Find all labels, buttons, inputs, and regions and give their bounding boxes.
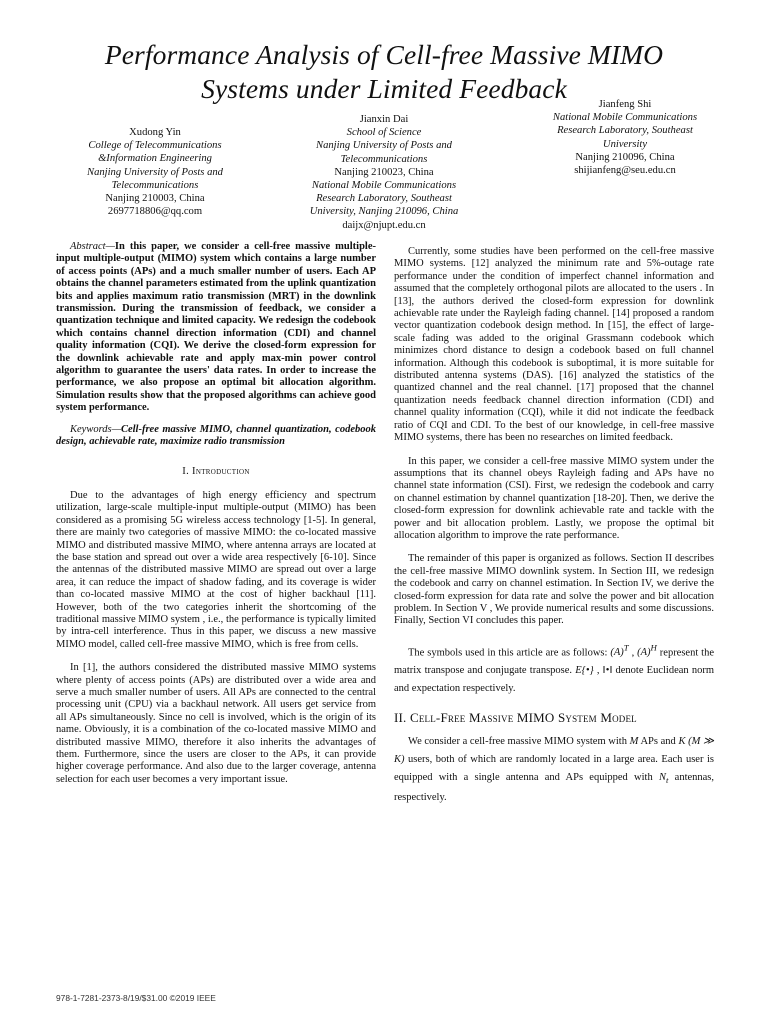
author-block-3 [520, 98, 730, 177]
author-name: Xudong Yin [129, 127, 181, 138]
symbol-M: M [629, 735, 639, 747]
author-affiliation-line: Nanjing University of Posts and [87, 166, 223, 178]
title-line-2: Systems under Limited Feedback [201, 73, 567, 104]
author-block-2 [278, 113, 490, 232]
right-column [394, 246, 714, 807]
author-name: Jianfeng Shi [598, 99, 652, 110]
author-email[interactable]: shijianfeng@seu.edu.cn [574, 165, 676, 177]
section-heading-system-model [394, 712, 714, 724]
author-affiliation-line: College of Telecommunications [88, 140, 222, 152]
abstract [56, 241, 376, 415]
symbols-text-b: denote Euclidean norm and expectation respectively. [394, 665, 715, 695]
symbol-condition: (M ≫ K) [394, 735, 715, 765]
section-title: Cell-Free Massive MIMO System Model [409, 710, 637, 726]
right-paragraph-3: The remainder of this paper is organized as follows. Section II describes the cell-free massive MIMO downlink system. In Section III, we redesign the codebook and carry on channel estimation. In Section IV, we derive the closed-form expression for data rate and solve the power and bit allocation problem. In Section V , We provide numerical results and some discussions. Finally, Section VI concludes this paper. [394, 553, 714, 627]
symbols-intro: The symbols used in this article are as follows: [408, 647, 608, 659]
symbol-transpose: $(A)^T$ [610, 642, 629, 659]
paper-title [40, 38, 728, 106]
section-title: Introduction [192, 465, 250, 477]
keywords-text: Cell-free massive MIMO, channel quantization, codebook design, achievable rate, maximize radio transmission [56, 423, 376, 448]
author-affiliation-line: University, Nanjing 210096, China [309, 206, 459, 218]
author-email[interactable]: 2697718806@qq.com [107, 206, 203, 218]
author-name: Jianxin Dai [359, 114, 409, 125]
title-line-1: Performance Analysis of Cell-free Massive MIMO [104, 39, 664, 70]
system-model-paragraph: We consider a cell-free massive MIMO system with M APs and K (M ≫ K) users, both of which are randomly located in a large area. Each user is equipped with a single antenna and APs equipped with $N_t$ antennas, respectively. [394, 735, 715, 803]
author-affiliation-line: University [602, 138, 648, 150]
author-affiliation-line: &Information Engineering [98, 153, 212, 165]
symbol-expectation: E{•} [575, 665, 594, 677]
symbol-K: K [678, 735, 686, 747]
keywords [56, 424, 376, 449]
intro-paragraph-2: In [1], the authors considered the distributed massive MIMO systems where plenty of access points (APs) are distributed over a wide area and serve a much smaller number of users. All APs are connected to the central processing unit (CPU) via a backhaul network. All users get service from all APs simultaneously. Since no cell is involved, which is the origin of its name. Obviously, it is a combination of the co-located massive MIMO and distributed massive MIMO, therefore it also inherits the advantages of them. Furthermore, since the users are closer to the APs, it can provide higher coverage performance. And also due to the larger coverage, antenna selection for each user becomes a very important issue. [56, 662, 376, 785]
copyright-footer: 978-1-7281-2373-8/19/$31.00 ©2019 IEEE [56, 993, 216, 1003]
author-affiliation-line: Nanjing University of Posts and [316, 140, 452, 152]
section-number: I. [182, 465, 190, 477]
author-affiliation-line: Research Laboratory, Southeast [316, 193, 452, 205]
author-affiliation-line: Telecommunications [340, 153, 428, 165]
right-paragraph-1: Currently, some studies have been performed on the cell-free massive MIMO systems. [12] analyzed the minimum rate and 5%-outage rate performance under the condition of imperfect channel information and assumed that the completely orthogonal pilots are allocated to the users . In [13], the authors derived the closed-form expression for downlink achievable rate under the Rayleigh fading channel. [14] proposed a random vector quantization codebook design method. In [15], the effect of large-scale fading was added to the original Grassmann codebook which minimizes chord distance to design a codebook based on full channel information. Although this codebook is suboptimal, it is more suitable for distributed antenna systems (DAS). [16] analyzed the statistics of the quantized channel and the real channel. [17] proposed that the channel quantization needs feedback channel direction information (CDI) and channel quality information (CQI), while it did not indicate the feedback ratio of CQI and CDI. To the best of our knowledge, in cell-free massive MIMO systems, there has been no researches on limited feedback. [394, 246, 714, 444]
right-paragraph-2: In this paper, we consider a cell-free massive MIMO system under the assumptions that its channel obeys Rayleigh fading and APs have no channel state information (CSI). First, we redesign the codebook and carry on channel estimation by channel quantization [18-20]. Then, we derive the closed-form expression for downlink achievable rate and tackle with the power and bit allocation problem. Lastly, we propose the optimal bit allocation algorithm to improve the rate performance. [394, 455, 714, 541]
symbols-paragraph: The symbols used in this article are as follows: $(A)^T$ , $(A)^H$ represent the matrix transpose and conjugate transpose. E{•} , ‖•‖ denote Euclidean norm and expectation respectively. [394, 642, 715, 695]
abstract-lead: Abstract— [70, 241, 115, 252]
author-city: Nanjing 210023, China [334, 166, 434, 178]
keywords-lead: Keywords— [70, 423, 121, 435]
symbol-norm: ‖•‖ [602, 665, 613, 677]
author-affiliation-line: National Mobile Communications [552, 112, 698, 124]
symbols-text-a: represent the matrix transpose and conjugate transpose. [394, 647, 715, 677]
author-affiliation-line: Research Laboratory, Southeast [557, 125, 693, 137]
symbol-conjugate: $(A)^H$ [637, 642, 657, 659]
author-email[interactable]: daijx@njupt.edu.cn [342, 219, 426, 231]
intro-paragraph-1: Due to the advantages of high energy efficiency and spectrum utilization, large-scale multiple-input multiple-output (MIMO) has been considered as a promising 5G wireless access technology [1-5]. In general, there are mainly two categories of massive MIMO: the co-located massive MIMO and distributed massive MIMO, where antenna arrays are located at the base station and spread out over a wide area respectively [6-10]. Since the antennas of the distributed massive MIMO are spread out over a large area, it can reduce the impact of shadow fading, and its coverage is wider than co-located massive MIMO at the cost of higher backhaul [11]. However, both of the two categories inherit the shortcoming of the traditional massive MIMO system , i.e., the performance is typically limited by intra-cell interference. Thus in this paper, we discuss a new massive MIMO model, called cell-free massive MIMO, which is free from cells. [56, 489, 376, 650]
abstract-text: In this paper, we consider a cell-free massive multiple-input multiple-output (MIMO) system which contains a large number of access points (APs) and a much smaller number of users. Each AP obtains the channel parameters estimated from the uplink quantization bits and applies maximum ratio transmission (MRT) in the downlink transmission. During the transmission of feedback, we consider a quantization technique and limited capacity. We redesign the codebook which contains channel direction information (CDI) and channel quality information (CQI). We derive the closed-form expression for the downlink achievable rate and apply max-min power control algorithm to guarantee the users' data rates. In order to increase the performance, we also propose an optimal bit allocation algorithm. Simulation results show that the proposed algorithms can achieve good system performance. [56, 241, 376, 414]
author-affiliation-line: School of Science [346, 127, 422, 139]
author-affiliation-line: Telecommunications [111, 179, 199, 191]
symbol-Nt: $N_t$ [658, 771, 669, 785]
author-city: Nanjing 210096, China [575, 151, 675, 163]
author-city: Nanjing 210003, China [105, 193, 205, 205]
section-heading-introduction [56, 466, 376, 478]
author-block-1 [50, 126, 260, 218]
author-affiliation-line: National Mobile Communications [311, 180, 457, 192]
section-number: II. [394, 710, 407, 726]
left-column [56, 241, 376, 786]
